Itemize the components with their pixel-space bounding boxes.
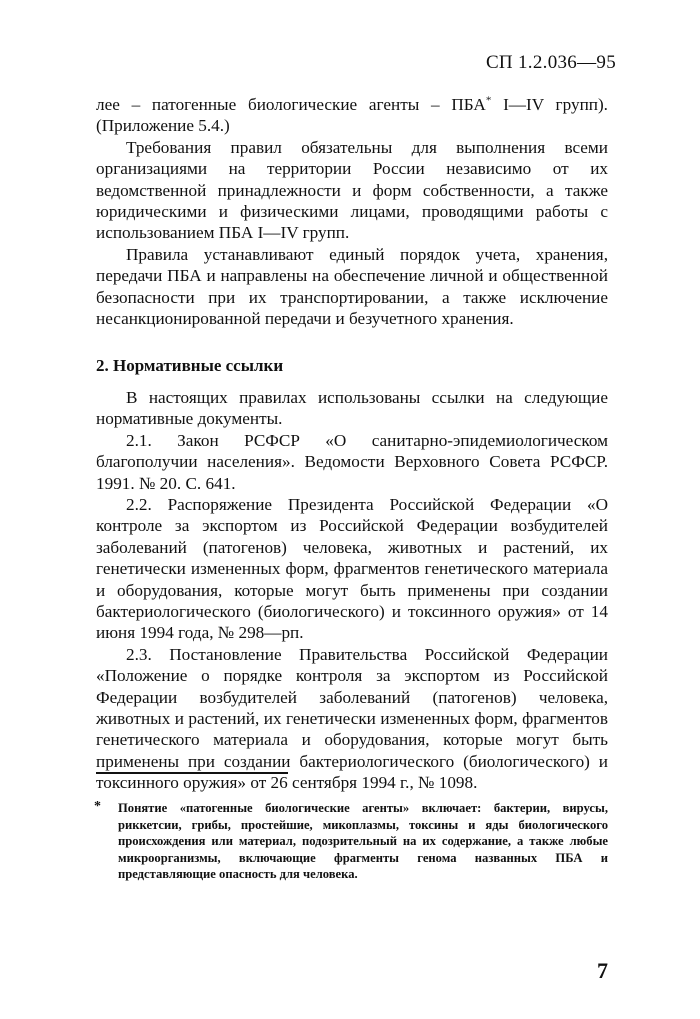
paragraph-1-start: лее – патогенные биологические агенты – ПБА	[96, 95, 486, 114]
section-intro: В настоящих правилах использованы ссылки на следующие нормативные документы.	[96, 387, 608, 429]
section-title: 2. Нормативные ссылки	[96, 356, 284, 376]
reference-item: 2.2. Распоряжение Президента Российской Федерации «О контроле за экспортом из Российской Федерации возбудителей заболеваний (патогенов) человека, животных и растений, их генетически измененных форм, фрагментов генетического материала и оборудования, которые могут быть применены при создании бактериологического (биологического) и токсинного оружия» от 14 июня 1994 года, № 298—рп.	[96, 494, 608, 643]
paragraph-1	[96, 94, 608, 137]
main-text	[96, 94, 608, 794]
reference-item: 2.3. Постановление Правительства Российской Федерации «Положение о порядке контроля за экспортом из Российской Федерации возбудителей заболеваний (патогенов) человека, животных и растений, их генетически измененных форм, фрагментов генетического материала и оборудования, которые могут быть применены при создании бактериологического (биологического) и токсинного оружия» от 26 сентября 1994 г., № 1098.	[96, 644, 608, 793]
paragraph-1-end: I—IV групп). (Приложение 5.4.)	[96, 95, 608, 136]
footnote-mark: *	[94, 799, 101, 814]
footnote-separator	[96, 772, 288, 774]
page-number: 7	[597, 958, 608, 983]
footnote-text: Понятие «патогенные биологические агенты» включает: бактерии, вирусы, риккетсии, грибы, простейшие, микоплазмы, токсины и яды биологического происхождения или материал, подозрительный на их содержание, а также любые микроорганизмы, включающие фрагменты генома названных ПБА и представляющие опасность для человека.	[118, 801, 608, 882]
paragraph-2: Требования правил обязательны для выполнения всеми организациями на территории России независимо от их ведомственной принадлежности и форм собственности, а также юридическими и физическими лицами, проводящими работы с использованием ПБА I—IV групп.	[96, 137, 608, 243]
footnote	[96, 800, 608, 883]
reference-item: 2.1. Закон РСФСР «О санитарно-эпидемиологическом благополучии населения». Ведомости Верховного Совета РСФСР. 1991. № 20. С. 641.	[96, 430, 608, 493]
paragraph-3: Правила устанавливают единый порядок учета, хранения, передачи ПБА и направлены на обеспечение личной и общественной безопасности при их транспортировании, а также исключение несанкционированной передачи и безучетного хранения.	[96, 244, 608, 329]
document-code-header: СП 1.2.036—95	[485, 52, 616, 73]
footnote-ref-mark: *	[485, 94, 492, 107]
